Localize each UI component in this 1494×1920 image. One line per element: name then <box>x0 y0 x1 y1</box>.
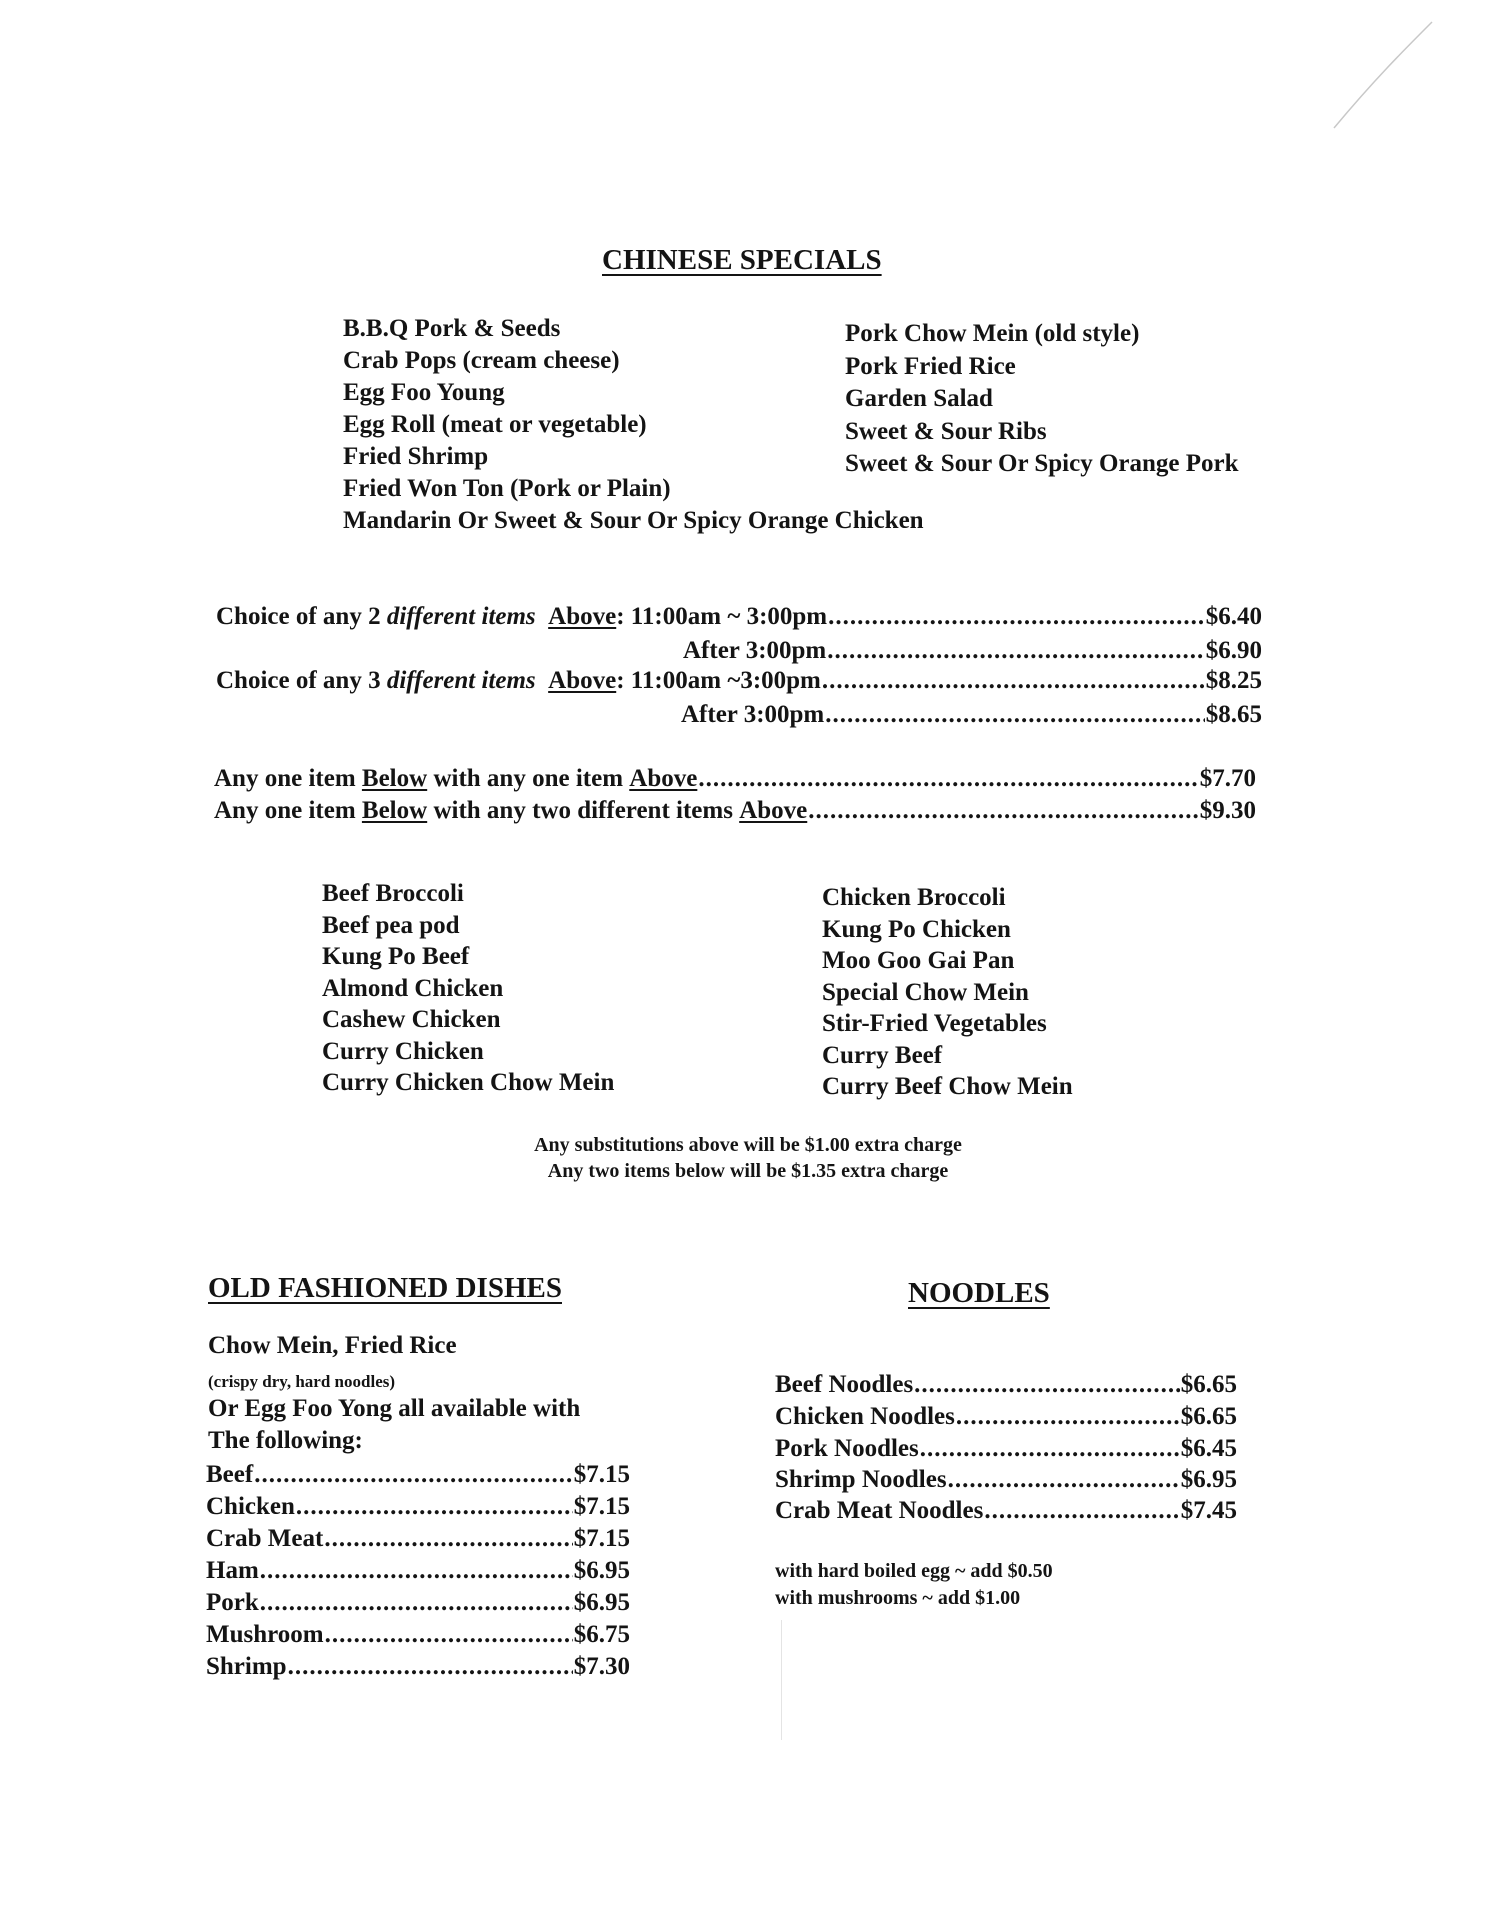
old-fashioned-line4: The following: <box>208 1427 363 1454</box>
below-label: Below <box>361 765 428 792</box>
list-item: Garden Salad <box>845 385 993 412</box>
dot-leader <box>288 1653 573 1681</box>
list-item: Fried Shrimp <box>343 443 489 470</box>
item-name: Mushroom <box>206 1621 324 1648</box>
noodles-title: NOODLES <box>908 1277 1050 1309</box>
list-item: B.B.Q Pork & Seeds <box>343 315 561 342</box>
item-price: $6.95 <box>1180 1466 1237 1493</box>
list-item: Chicken Broccoli <box>822 884 1006 911</box>
item-price: $6.75 <box>573 1621 630 1648</box>
row-text: with any one item <box>433 765 624 792</box>
combo-time: : 11:00am ~ 3:00pm <box>616 603 828 630</box>
dot-leader <box>324 1525 572 1553</box>
item-name: Ham <box>206 1557 259 1584</box>
menu-row <box>206 1621 630 1649</box>
menu-row <box>775 1403 1237 1431</box>
row-price: $9.30 <box>1199 797 1256 824</box>
combo-three-items-row <box>216 667 1262 695</box>
old-fashioned-line2: (crispy dry, hard noodles) <box>208 1372 396 1391</box>
combo-two-items-after-row <box>683 637 1262 665</box>
list-item: Fried Won Ton (Pork or Plain) <box>343 475 671 502</box>
scan-line <box>781 1620 782 1740</box>
item-price: $6.95 <box>573 1557 630 1584</box>
above-label: Above <box>548 603 617 630</box>
dot-leader <box>948 1466 1180 1494</box>
menu-row <box>206 1589 630 1617</box>
after-label: After 3:00pm <box>681 701 825 728</box>
item-price: $6.65 <box>1180 1403 1237 1430</box>
dot-leader <box>956 1403 1180 1431</box>
list-item: Beef Broccoli <box>322 880 464 907</box>
list-item: Curry Beef <box>822 1041 943 1069</box>
menu-row <box>775 1371 1237 1399</box>
menu-row <box>206 1557 630 1585</box>
menu-row <box>775 1435 1237 1463</box>
menu-row <box>775 1497 1237 1525</box>
list-item: Almond Chicken <box>322 974 504 1002</box>
combo-italic: different items <box>386 667 536 694</box>
noodle-addons <box>775 1558 1053 1612</box>
below-label: Below <box>361 797 428 824</box>
row-text: with any two different items <box>433 797 733 824</box>
item-name: Crab Meat Noodles <box>775 1497 984 1524</box>
item-name: Chicken <box>206 1493 295 1520</box>
old-fashioned-title: OLD FASHIONED DISHES <box>208 1272 562 1304</box>
item-name: Beef Noodles <box>775 1371 914 1398</box>
item-name: Crab Meat <box>206 1525 324 1552</box>
list-item: Stir-Fried Vegetables <box>822 1010 1047 1037</box>
chinese-specials-title: CHINESE SPECIALS <box>602 244 882 276</box>
item-price: $7.15 <box>573 1525 630 1552</box>
above-label: Above <box>548 667 617 694</box>
below-right-list <box>822 882 1073 1103</box>
row-text: Any one item <box>214 765 356 792</box>
combo-two-items-row <box>216 603 1262 631</box>
combo-italic: different items <box>386 603 536 630</box>
dot-leader <box>984 1497 1179 1525</box>
row-price: $7.70 <box>1199 765 1256 792</box>
combo-three-items-after-row <box>681 701 1262 729</box>
item-name: Pork Noodles <box>775 1435 919 1462</box>
substitution-notes <box>398 1132 1098 1184</box>
list-item: Curry Beef Chow Mein <box>822 1073 1073 1100</box>
list-item: Crab Pops (cream cheese) <box>343 347 620 374</box>
item-name: Chicken Noodles <box>775 1403 955 1430</box>
dot-leader <box>808 797 1199 825</box>
after-price: $8.65 <box>1205 701 1262 728</box>
list-item: Pork Chow Mein (old style) <box>845 320 1140 347</box>
note-line: Any two items below will be $1.35 extra charge <box>547 1160 949 1182</box>
list-item: Beef pea pod <box>322 911 460 939</box>
combo-price: $8.25 <box>1205 667 1262 694</box>
after-label: After 3:00pm <box>683 637 827 664</box>
item-price: $7.45 <box>1180 1497 1237 1524</box>
dot-leader <box>254 1461 573 1489</box>
addon-line: with hard boiled egg ~ add $0.50 <box>775 1560 1053 1582</box>
item-name: Shrimp Noodles <box>775 1466 947 1493</box>
list-item: Kung Po Chicken <box>822 915 1011 943</box>
scan-mark <box>1294 20 1434 130</box>
dot-leader <box>827 637 1205 665</box>
old-fashioned-line1: Chow Mein, Fried Rice <box>208 1332 457 1359</box>
list-item: Sweet & Sour Ribs <box>845 417 1047 445</box>
above-label: Above <box>629 765 698 792</box>
list-item: Curry Chicken <box>322 1037 484 1065</box>
combo-time: : 11:00am ~3:00pm <box>616 667 821 694</box>
dot-leader <box>260 1557 573 1585</box>
item-price: $7.15 <box>573 1461 630 1488</box>
item-name: Beef <box>206 1461 254 1488</box>
below-left-list <box>322 878 614 1099</box>
list-item: Mandarin Or Sweet & Sour Or Spicy Orange Chicken <box>343 507 924 534</box>
dot-leader <box>325 1621 573 1649</box>
item-price: $7.15 <box>573 1493 630 1520</box>
combo-price: $6.40 <box>1205 603 1262 630</box>
item-price: $6.65 <box>1180 1371 1237 1398</box>
combo-prefix: Choice of any 3 <box>216 667 381 694</box>
item-price: $6.95 <box>573 1589 630 1616</box>
item-price: $6.45 <box>1180 1435 1237 1462</box>
after-price: $6.90 <box>1205 637 1262 664</box>
list-item: Cashew Chicken <box>322 1006 501 1033</box>
above-label: Above <box>739 797 808 824</box>
combo-prefix: Choice of any 2 <box>216 603 381 630</box>
row-text: Any one item <box>214 797 356 824</box>
item-price: $7.30 <box>573 1653 630 1680</box>
list-item: Moo Goo Gai Pan <box>822 947 1015 974</box>
item-name: Shrimp <box>206 1653 287 1680</box>
dot-leader <box>296 1493 573 1521</box>
below-one-row <box>214 765 1256 793</box>
dot-leader <box>920 1435 1180 1463</box>
menu-row <box>206 1525 630 1553</box>
dot-leader <box>822 667 1205 695</box>
dot-leader <box>825 701 1205 729</box>
dot-leader <box>828 603 1205 631</box>
list-item: Sweet & Sour Or Spicy Orange Pork <box>845 450 1239 477</box>
list-item: Pork Fried Rice <box>845 352 1016 380</box>
dot-leader <box>260 1589 573 1617</box>
item-name: Pork <box>206 1589 259 1616</box>
menu-row <box>206 1493 630 1521</box>
below-two-row <box>214 797 1256 825</box>
dot-leader <box>698 765 1198 793</box>
specials-left-list <box>343 313 924 537</box>
menu-row <box>206 1653 630 1681</box>
list-item: Kung Po Beef <box>322 943 470 970</box>
menu-row <box>206 1461 630 1489</box>
list-item: Egg Roll (meat or vegetable) <box>343 411 647 438</box>
addon-line: with mushrooms ~ add $1.00 <box>775 1587 1021 1609</box>
menu-row <box>775 1466 1237 1494</box>
old-fashioned-line3: Or Egg Foo Yong all available with <box>208 1395 581 1422</box>
list-item: Curry Chicken Chow Mein <box>322 1069 615 1096</box>
list-item: Egg Foo Young <box>343 379 505 406</box>
specials-right-list <box>845 318 1239 481</box>
note-line: Any substitutions above will be $1.00 extra charge <box>534 1134 962 1156</box>
list-item: Special Chow Mein <box>822 978 1029 1006</box>
dot-leader <box>914 1371 1180 1399</box>
